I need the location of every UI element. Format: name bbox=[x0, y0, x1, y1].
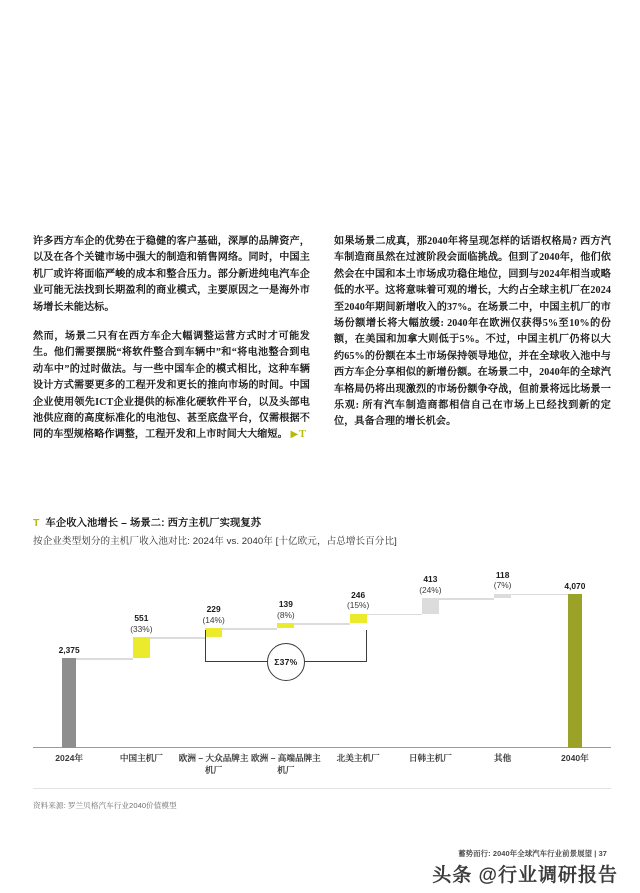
chart-plot-area bbox=[33, 563, 611, 748]
x-axis-label: 中国主机厂 bbox=[119, 753, 163, 763]
exhibit-header bbox=[33, 514, 611, 529]
chart-value-label bbox=[471, 570, 535, 591]
exhibit-subtitle: 按企业类型划分的主机厂收入池对比: 2024年 vs. 2040年 [十亿欧元，占总增长百分比] bbox=[33, 536, 397, 547]
x-axis-label: 日韩主机厂 bbox=[408, 753, 452, 763]
chart-bar bbox=[62, 658, 76, 748]
chart-percent: (14%) bbox=[202, 614, 225, 625]
chart-bar bbox=[568, 594, 582, 748]
waterfall-chart bbox=[33, 563, 611, 793]
chart-bar bbox=[277, 623, 294, 628]
source-note: 资料来源: 罗兰贝格汽车行业2040价值模型 bbox=[33, 801, 177, 810]
chart-value-label bbox=[254, 599, 318, 620]
exhibit-block bbox=[33, 514, 611, 793]
chart-percent: (24%) bbox=[419, 584, 442, 595]
chart-value-label bbox=[398, 574, 462, 595]
x-axis-line bbox=[33, 747, 611, 748]
exhibit-title: 车企收入池增长 – 场景二: 西方主机厂实现复苏 bbox=[45, 518, 262, 529]
right-column bbox=[334, 234, 611, 444]
watermark: 头条 @行业调研报告 bbox=[432, 865, 618, 886]
chart-value-label bbox=[182, 604, 246, 625]
chart-value-label bbox=[326, 590, 390, 611]
x-axis-label: 其他 bbox=[494, 753, 512, 763]
chart-value: 118 bbox=[495, 569, 510, 580]
paragraph bbox=[33, 329, 310, 444]
x-axis-label: 2040年 bbox=[561, 753, 589, 763]
chart-value-label bbox=[37, 645, 101, 656]
x-axis-label: 2024年 bbox=[55, 753, 83, 763]
sum-annotation-badge: Σ37% bbox=[267, 643, 305, 681]
chart-value-label bbox=[109, 613, 173, 634]
chart-percent: (7%) bbox=[493, 580, 512, 591]
chart-connector-line bbox=[294, 623, 349, 625]
paragraph-text: 然而，场景二只有在西方车企大幅调整运营方式时才可能发生。他们需要摆脱“将软件整合到车辆中”和“将电池整合到电动车中”的过时做法。与一些中国车企的模式相比，这种车辆设计方式需要更多的工程开发和更长的推向市场的时间。中国企业使用领先ICT企业提供的标准化硬软件平台，以及头部电池供应商的高度标准化的电池包、甚至底盘平台，仅需根据不同的车型规格略作调整，工程开发和上市时间大大缩短。 bbox=[33, 331, 310, 441]
chart-bar bbox=[422, 598, 439, 614]
chart-value: 413 bbox=[423, 574, 438, 585]
chart-bar bbox=[494, 594, 511, 598]
paragraph: 如果场景二成真，那2040年将呈现怎样的话语权格局? 西方汽车制造商虽然在过渡阶段会面临挑战。但到了2040年，他们依然会在中国和本土市场成功稳住地位，回到与2024年相当或略低的水平。这将意味着可观的增长，大约占全球主机厂在2024至2040年期间新增收入的37%。在场景二中，中国主机厂的市场份额增长将大幅放缓: 2040年在欧洲仅获得5%至10%的份额，在美国和加拿大则低于5%。不过，中国主机厂仍将以大约65%的份额在本土市场保持领导地位，并在全球收入池中与西方车企分享相似的新增份额。在场景二中，2040年的全球汽车格局仍将出现激烈的市场份额争夺战，但前景将远比场景一乐观: 所有汽车制造商都相信自己在市场上已经找到新的定位，具备合理的增长机会。 bbox=[334, 236, 611, 428]
chart-value: 4,070 bbox=[564, 580, 586, 591]
chart-value-label bbox=[543, 581, 607, 592]
chart-connector-line bbox=[511, 594, 568, 596]
chart-value: 229 bbox=[206, 604, 221, 615]
exhibit-t-icon: T bbox=[33, 517, 40, 529]
article-body bbox=[33, 234, 611, 444]
left-column bbox=[33, 234, 310, 444]
x-axis-labels bbox=[33, 753, 611, 793]
chart-connector-line bbox=[76, 658, 133, 660]
chart-bar bbox=[350, 614, 367, 623]
chart-value: 139 bbox=[278, 599, 293, 610]
chart-value: 2,375 bbox=[58, 644, 80, 655]
chart-bar bbox=[133, 637, 150, 658]
chart-percent: (8%) bbox=[277, 609, 295, 620]
exhibit-reference-marker: ▶T bbox=[290, 429, 307, 441]
divider bbox=[33, 788, 611, 789]
x-axis-label: 欧洲 – 大众品牌主机厂 bbox=[178, 753, 249, 775]
chart-connector-line bbox=[439, 598, 494, 600]
x-axis-label: 欧洲 – 高端品牌主机厂 bbox=[251, 753, 321, 775]
paragraph: 许多西方车企的优势在于稳健的客户基础，深厚的品牌资产，以及在各个关键市场中强大的制造和销售网络。同时，中国主机厂或许将面临严峻的成本和整合压力。部分新进纯电汽车企业可能无法找到长期盈利的商业模式，主要原因之一是海外市场增长未能达标。 bbox=[33, 236, 310, 313]
chart-value: 246 bbox=[351, 589, 366, 600]
page-footer: 蓄势而行: 2040年全球汽车行业前景展望 | 37 bbox=[458, 849, 607, 858]
chart-value: 551 bbox=[134, 613, 149, 624]
chart-percent: (15%) bbox=[346, 600, 370, 611]
chart-percent: (33%) bbox=[130, 623, 153, 634]
x-axis-label: 北美主机厂 bbox=[336, 753, 380, 763]
chart-connector-line bbox=[367, 614, 422, 616]
chart-connector-line bbox=[150, 637, 205, 639]
